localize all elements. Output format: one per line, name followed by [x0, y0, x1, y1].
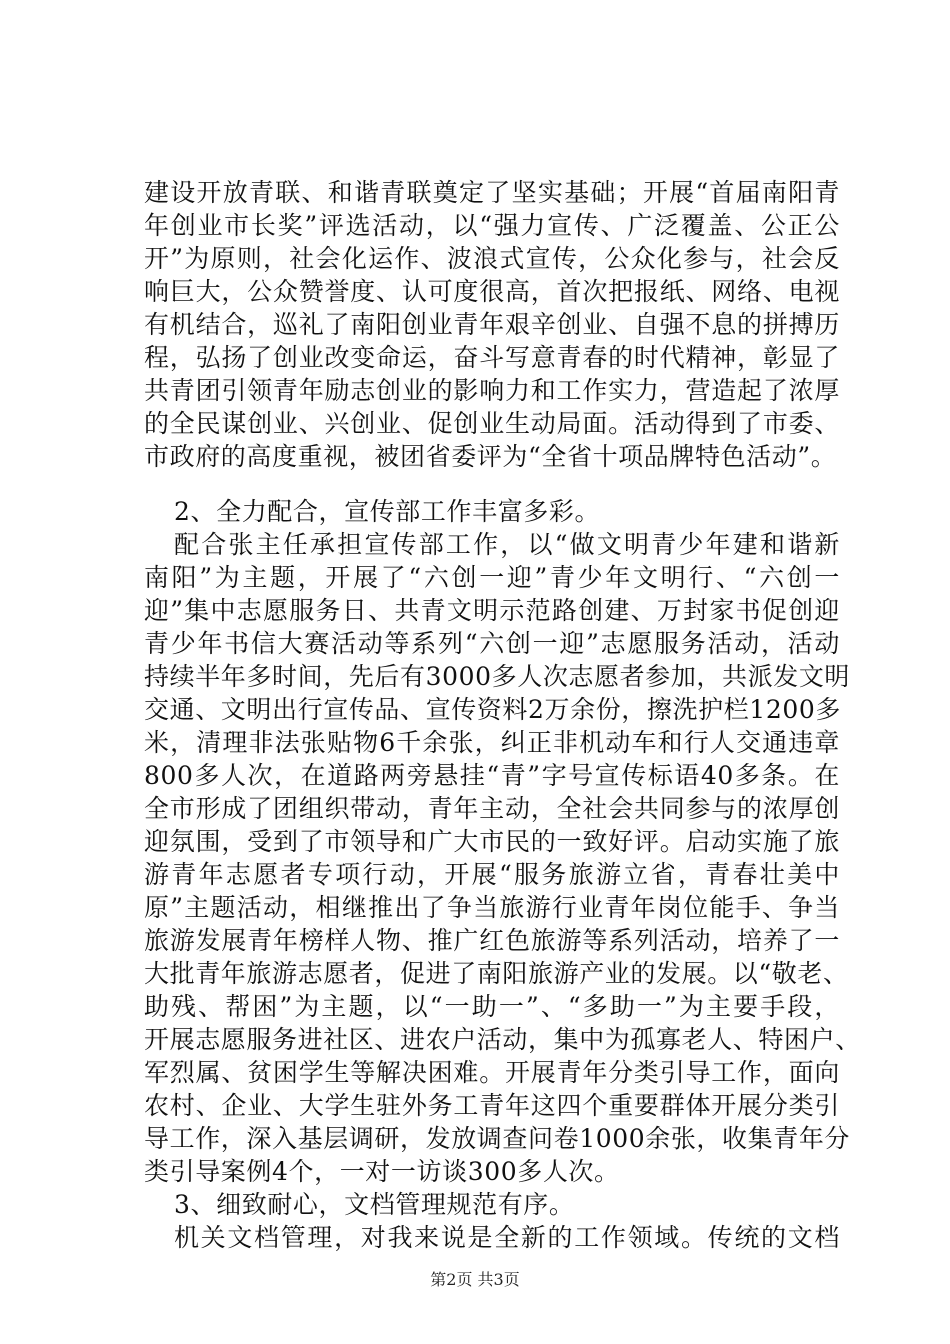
text-line: 全市形成了团组织带动，青年主动，全社会共同参与的浓厚创 [144, 794, 840, 823]
text-line: 的全民谋创业、兴创业、促创业生动局面。活动得到了市委、 [144, 409, 840, 438]
text-line: 原”主题活动，相继推出了争当旅游行业青年岗位能手、争当 [144, 893, 840, 922]
text-line: 军烈属、贫困学生等解决困难。开展青年分类引导工作，面向 [144, 1058, 840, 1087]
text-line: 导工作，深入基层调研，发放调查问卷1000余张，收集青年分 [144, 1124, 851, 1153]
paragraph-gap [144, 473, 840, 495]
section-heading-3: 3、细致耐心，文档管理规范有序。 [174, 1190, 575, 1219]
text-line: 年创业市长奖”评选活动，以“强力宣传、广泛覆盖、公正公 [144, 211, 840, 240]
text-line: 迎氛围，受到了市领导和广大市民的一致好评。启动实施了旅 [144, 827, 840, 856]
text-line: 游青年志愿者专项行动，开展“服务旅游立省，青春壮美中 [144, 860, 840, 889]
text-line: 配合张主任承担宣传部工作，以“做文明青少年建和谐新 [174, 530, 840, 559]
text-line: 程，弘扬了创业改变命运，奋斗写意青春的时代精神，彰显了 [144, 343, 840, 372]
text-line: 迎”集中志愿服务日、共青文明示范路创建、万封家书促创迎 [144, 596, 840, 625]
text-line: 建设开放青联、和谐青联奠定了坚实基础；开展“首届南阳青 [144, 178, 840, 207]
text-line: 南阳”为主题，开展了“六创一迎”青少年文明行、“六创一 [144, 563, 840, 592]
text-line: 市政府的高度重视，被团省委评为“全省十项品牌特色活动”。 [144, 442, 837, 471]
text-line: 青少年书信大赛活动等系列“六创一迎”志愿服务活动，活动 [144, 629, 840, 658]
text-line: 响巨大，公众赞誉度、认可度很高，首次把报纸、网络、电视 [144, 277, 840, 306]
text-line: 开”为原则，社会化运作、波浪式宣传，公众化参与，社会反 [144, 244, 840, 273]
text-line: 机关文档管理，对我来说是全新的工作领域。传统的文档 [174, 1223, 840, 1252]
text-line: 助残、帮困”为主题，以“一助一”、“多助一”为主要手段， [144, 992, 840, 1021]
text-line: 800多人次，在道路两旁悬挂“青”字号宣传标语40多条。在 [144, 761, 840, 790]
paragraph-1 [144, 176, 840, 473]
text-line: 交通、文明出行宣传品、宣传资料2万余份，擦洗护栏1200多 [144, 695, 841, 724]
body-text [144, 176, 861, 1254]
text-line: 共青团引领青年励志创业的影响力和工作实力，营造起了浓厚 [144, 376, 840, 405]
section-heading-2: 2、全力配合，宣传部工作丰富多彩。 [174, 497, 601, 526]
text-line: 大批青年旅游志愿者，促进了南阳旅游产业的发展。以“敬老、 [144, 959, 849, 988]
paragraph-3 [144, 1221, 840, 1254]
paragraph-2 [144, 528, 861, 1188]
text-line: 类引导案例4个，一对一访谈300多人次。 [144, 1157, 620, 1186]
text-line: 有机结合，巡礼了南阳创业青年艰辛创业、自强不息的拼搏历 [144, 310, 840, 339]
text-line: 米，清理非法张贴物6千余张，纠正非机动车和行人交通违章 [144, 728, 840, 757]
text-line: 开展志愿服务进社区、进农户活动，集中为孤寡老人、特困户、 [144, 1025, 861, 1054]
text-line: 农村、企业、大学生驻外务工青年这四个重要群体开展分类引 [144, 1091, 840, 1120]
text-line: 旅游发展青年榜样人物、推广红色旅游等系列活动，培养了一 [144, 926, 840, 955]
text-line: 持续半年多时间，先后有3000多人次志愿者参加，共派发文明 [144, 662, 851, 691]
page-footer: 第2页 共3页 [430, 1270, 520, 1289]
